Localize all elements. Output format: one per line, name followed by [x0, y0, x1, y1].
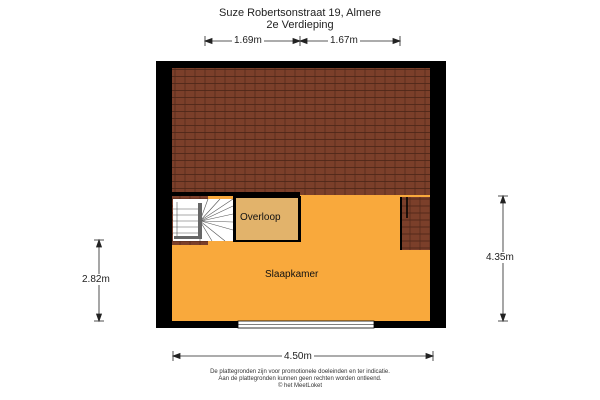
dimension-label-right: 4.35m — [486, 252, 514, 263]
copyright: © het MeetLoket — [277, 383, 323, 389]
room-label-bedroom: Slaapkamer — [265, 269, 319, 280]
roof-knee-right — [400, 197, 430, 250]
dimension-label-bottom: 4.50m — [284, 351, 312, 362]
plan-floor-name: 2e Verdieping — [266, 19, 334, 31]
staircase — [173, 199, 233, 241]
roof-slope — [172, 68, 430, 195]
dimension-label-left: 2.82m — [82, 274, 110, 285]
dimension-label-top-left: 1.69m — [234, 35, 262, 46]
window-bottom — [238, 321, 374, 328]
room-label-landing: Overloop — [240, 212, 281, 223]
disclaimer-line-2: Aan de plattegronden kunnen geen rechten worden ontleend. — [218, 376, 382, 382]
disclaimer-line-1: De plattegronden zijn voor promotionele doeleinden en ter indicatie. — [210, 369, 390, 375]
dimension-label-top-right: 1.67m — [330, 35, 358, 46]
plan-address: Suze Robertsonstraat 19, Almere — [218, 7, 382, 19]
